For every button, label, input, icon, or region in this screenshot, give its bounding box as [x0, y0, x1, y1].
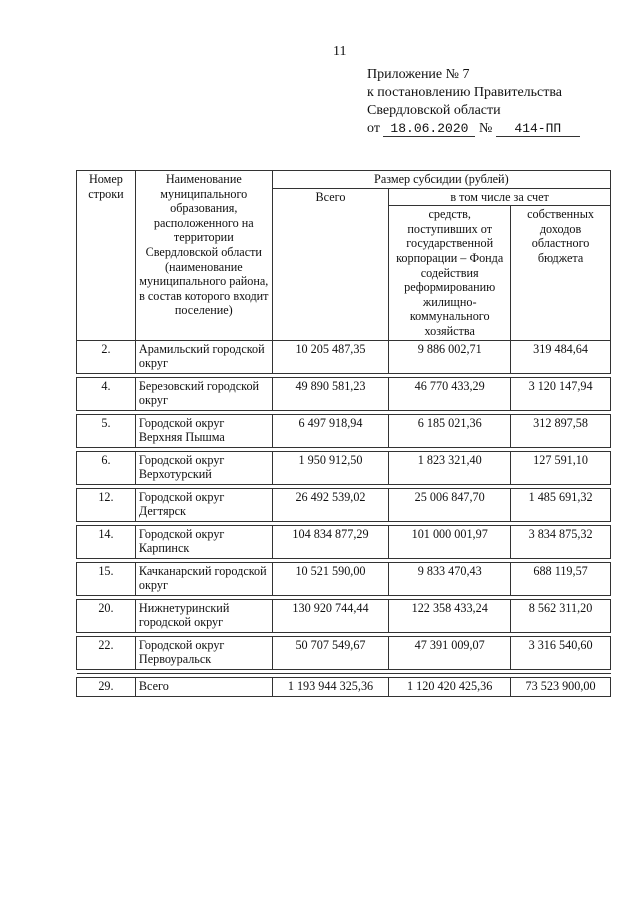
budget-cell: 319 484,64 — [511, 340, 611, 373]
row-number-cell: 20. — [77, 599, 136, 632]
table-row — [77, 377, 611, 410]
fund-cell: 46 770 433,29 — [389, 377, 511, 410]
fund-cell: 101 000 001,97 — [389, 525, 511, 558]
total-cell: 104 834 877,29 — [272, 525, 389, 558]
row-number-cell: 15. — [77, 562, 136, 595]
subsidy-table — [76, 170, 611, 697]
resolution-number: 414-ПП — [496, 121, 580, 137]
row-number-cell: 22. — [77, 636, 136, 669]
total-cell: 10 521 590,00 — [272, 562, 389, 595]
fund-cell: 25 006 847,70 — [389, 488, 511, 521]
header-municipality: Наименование муниципального образования, расположенного на территории Свердловской области (наименование муниципального района, в состав которого входит поселение) — [135, 171, 272, 341]
appendix-title: Приложение № 7 — [367, 67, 470, 82]
date-number-line — [367, 120, 580, 138]
table-row — [77, 599, 611, 632]
budget-cell: 688 119,57 — [511, 562, 611, 595]
fund-cell: 6 185 021,36 — [389, 414, 511, 447]
total-cell: 6 497 918,94 — [272, 414, 389, 447]
total-cell: 50 707 549,67 — [272, 636, 389, 669]
header-total: Всего — [272, 188, 389, 340]
fund-cell: 1 823 321,40 — [389, 451, 511, 484]
table-row — [77, 677, 611, 696]
row-number-cell: 14. — [77, 525, 136, 558]
table-row — [77, 562, 611, 595]
municipality-name-cell: Городской округ Первоуральск — [135, 636, 272, 669]
table-row — [77, 525, 611, 558]
resolution-date: 18.06.2020 — [383, 121, 475, 137]
budget-cell: 312 897,58 — [511, 414, 611, 447]
resolution-reference: к постановлению Правительства — [367, 85, 563, 100]
row-number-cell: 6. — [77, 451, 136, 484]
row-number-cell: 4. — [77, 377, 136, 410]
row-number-cell: 2. — [77, 340, 136, 373]
table-row — [77, 636, 611, 669]
header-row-number: Номер строки — [77, 171, 136, 341]
total-cell: 10 205 487,35 — [272, 340, 389, 373]
date-prefix: от — [367, 121, 380, 136]
row-number-cell: 12. — [77, 488, 136, 521]
total-cell: 1 950 912,50 — [272, 451, 389, 484]
municipality-name-cell: Качканарский городской округ — [135, 562, 272, 595]
table-row — [77, 340, 611, 373]
fund-cell: 9 833 470,43 — [389, 562, 511, 595]
total-cell: 26 492 539,02 — [272, 488, 389, 521]
budget-cell: 1 485 691,32 — [511, 488, 611, 521]
municipality-name-cell: Городской округ Карпинск — [135, 525, 272, 558]
row-number-cell: 29. — [77, 677, 136, 696]
header-budget: собственных доходов областного бюджета — [511, 206, 611, 340]
header-subsidy: Размер субсидии (рублей) — [272, 171, 610, 189]
header-fund: средств, поступивших от государственной корпорации – Фонда содействия реформированию жилищно-коммунального хозяйства — [389, 206, 511, 340]
municipality-name-cell: Всего — [135, 677, 272, 696]
budget-cell: 3 834 875,32 — [511, 525, 611, 558]
fund-cell: 122 358 433,24 — [389, 599, 511, 632]
region-name: Свердловской области — [367, 103, 501, 118]
municipality-name-cell: Городской округ Верхотурский — [135, 451, 272, 484]
municipality-name-cell: Городской округ Верхняя Пышма — [135, 414, 272, 447]
total-cell: 130 920 744,44 — [272, 599, 389, 632]
municipality-name-cell: Березовский городской округ — [135, 377, 272, 410]
municipality-name-cell: Городской округ Дегтярск — [135, 488, 272, 521]
budget-cell: 127 591,10 — [511, 451, 611, 484]
fund-cell: 9 886 002,71 — [389, 340, 511, 373]
budget-cell: 3 120 147,94 — [511, 377, 611, 410]
header-including: в том числе за счет — [389, 188, 611, 206]
row-number-cell: 5. — [77, 414, 136, 447]
total-cell: 49 890 581,23 — [272, 377, 389, 410]
table-row — [77, 451, 611, 484]
table-row — [77, 488, 611, 521]
document-header — [367, 66, 580, 138]
table-row — [77, 414, 611, 447]
total-cell: 1 193 944 325,36 — [272, 677, 389, 696]
fund-cell: 47 391 009,07 — [389, 636, 511, 669]
page-number: 11 — [333, 44, 347, 59]
municipality-name-cell: Нижнетуринский городской округ — [135, 599, 272, 632]
budget-cell: 73 523 900,00 — [511, 677, 611, 696]
budget-cell: 3 316 540,60 — [511, 636, 611, 669]
number-prefix: № — [478, 121, 493, 136]
municipality-name-cell: Арамильский городской округ — [135, 340, 272, 373]
budget-cell: 8 562 311,20 — [511, 599, 611, 632]
fund-cell: 1 120 420 425,36 — [389, 677, 511, 696]
